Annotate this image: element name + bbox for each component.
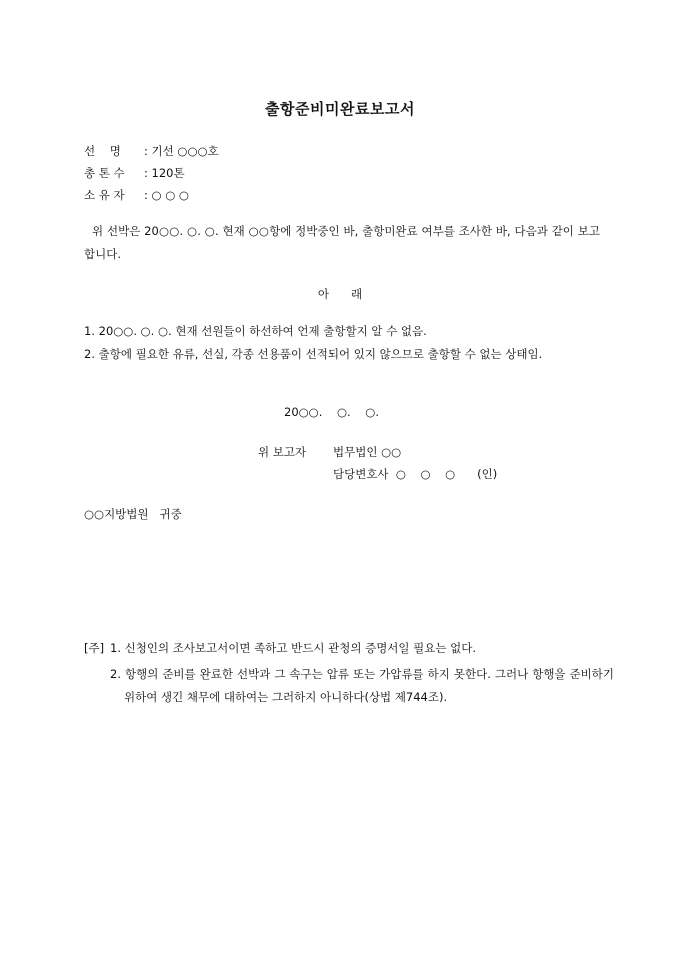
info-value: : 기선 ○○○호 <box>144 144 219 158</box>
note-item-2: 2. 항행의 준비를 완료한 선박과 그 속구는 압류 또는 가압류를 하지 못한다. 그러나 항행을 준비하기 위하여 생긴 채무에 대하여는 그러하지 아니하다(상법 제744조). <box>110 667 614 704</box>
info-label: 소 유 자 <box>84 188 125 202</box>
note-text-1: 1. 신청인의 조사보고서이면 족하고 반드시 관청의 증명서일 필요는 없다. <box>110 641 477 655</box>
reporter-firm: 법무법인 ○○ <box>333 445 402 459</box>
intro-paragraph: 위 선박은 20○○. ○. ○. 현재 ○○항에 정박중인 바, 출항미완료 여부를 조사한 바, 다음과 같이 보고합니다. <box>84 224 600 261</box>
info-row-ship-name <box>84 143 219 159</box>
note-prefix: [주] <box>84 641 105 655</box>
info-label: 선 명 <box>84 144 121 158</box>
section-heading: 아 래 <box>317 287 363 301</box>
info-row-tonnage <box>84 165 185 181</box>
reporter-label: 위 보고자 <box>258 445 307 459</box>
info-label: 총 톤 수 <box>84 166 125 180</box>
info-value: : 120톤 <box>144 166 185 180</box>
reporter-lawyer: 담당변호사 ○ ○ ○ (인) <box>333 467 498 481</box>
report-date: 20○○. ○. ○. <box>284 405 379 419</box>
list-item-1: 1. 20○○. ○. ○. 현재 선원들이 하선하여 언제 출항할지 알 수 없음. <box>84 324 427 338</box>
info-value: : ○ ○ ○ <box>144 188 189 202</box>
document-title: 출항준비미완료보고서 <box>265 100 415 118</box>
list-item-2: 2. 출항에 필요한 유류, 선실, 각종 선용품이 선적되어 있지 않으므로 출항할 수 없는 상태임. <box>84 347 543 361</box>
note-item-1 <box>84 640 476 656</box>
recipient-court: ○○지방법원 귀중 <box>84 507 182 521</box>
info-row-owner <box>84 187 189 203</box>
